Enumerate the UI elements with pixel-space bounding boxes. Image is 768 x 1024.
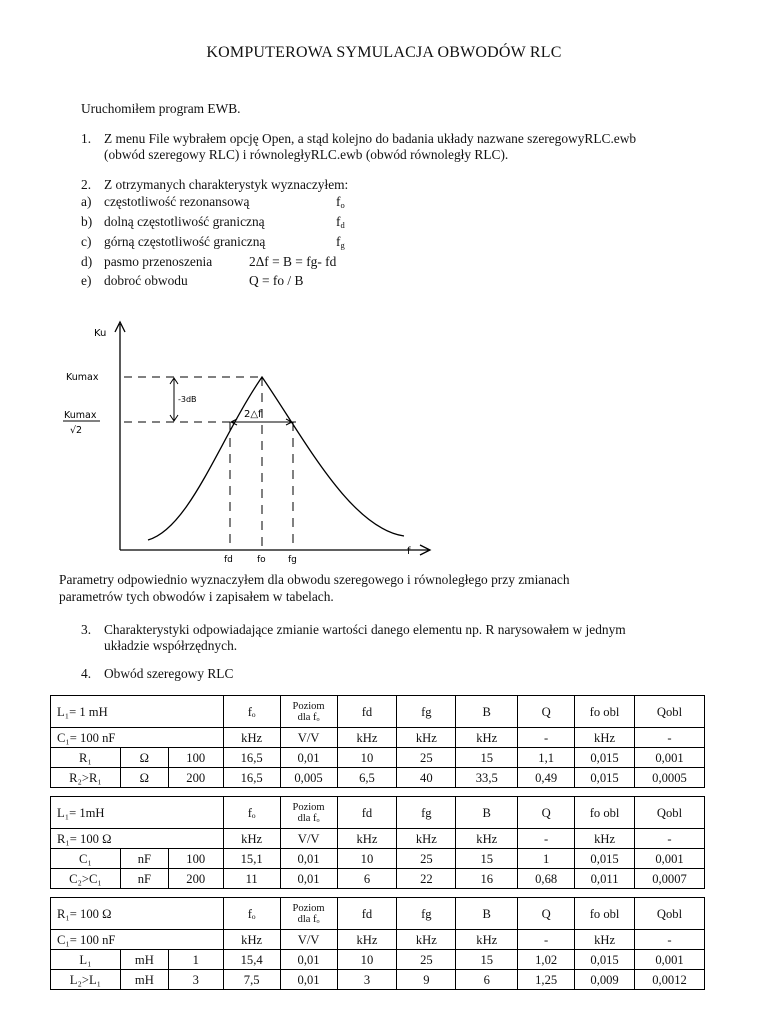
item-3-line-1: Charakterystyki odpowiadające zmianie wartości danego elementu np. R narysowałem w jednym bbox=[104, 622, 626, 637]
header-poziom-line1: Poziom bbox=[292, 700, 325, 712]
list-text-c: górną częstotliwość graniczną bbox=[104, 234, 266, 249]
list-text-b: dolną częstotliwość graniczną bbox=[104, 214, 265, 229]
header-q: Q bbox=[518, 797, 575, 829]
fo-label: fo bbox=[257, 555, 266, 565]
table-cell: 10 bbox=[337, 748, 397, 768]
results-table-3 bbox=[50, 897, 705, 990]
list-letter-e: e) bbox=[81, 273, 92, 288]
table-cell: 0,0005 bbox=[635, 768, 705, 788]
table-cell: 0,0007 bbox=[635, 869, 705, 889]
table-cell: 16,5 bbox=[223, 768, 280, 788]
table-cell: 25 bbox=[397, 950, 456, 970]
unit-cell: kHz bbox=[575, 728, 635, 748]
table-cell: 25 bbox=[397, 849, 456, 869]
table-cell: 0,001 bbox=[635, 950, 705, 970]
table-cell: 100 bbox=[168, 748, 223, 768]
list-text-e: dobroć obwodu bbox=[104, 273, 188, 288]
table-cell: 0,015 bbox=[575, 748, 635, 768]
header-fo: fₒ bbox=[223, 898, 280, 930]
table-cell: 0,015 bbox=[575, 849, 635, 869]
table-cell: 25 bbox=[397, 748, 456, 768]
table-cell: C₂>C₁ bbox=[51, 869, 121, 889]
item-3-line-2: układzie współrzędnych. bbox=[104, 638, 238, 653]
list-letter-d: d) bbox=[81, 254, 93, 269]
kumax-label: Kumax bbox=[66, 372, 99, 383]
table-cell: 1,25 bbox=[518, 970, 575, 990]
table-row bbox=[51, 950, 705, 970]
item-2-text: Z otrzymanych charakterystyk wyznaczyłem: bbox=[104, 177, 349, 192]
kumax-sqrt2-numerator: Kumax bbox=[64, 410, 97, 421]
table-cell: R₁ bbox=[51, 748, 121, 768]
item-1-line-1: Z menu File wybrałem opcję Open, a stąd kolejno do badania układy nazwane szeregowyRLC.ewb bbox=[104, 131, 637, 146]
list-letter-c: c) bbox=[81, 234, 92, 249]
table-cell: 3 bbox=[168, 970, 223, 990]
list-symbol-c bbox=[336, 234, 345, 253]
table-1-header-param: L₁= 1 mH bbox=[51, 696, 224, 728]
header-q-obl: Qobl bbox=[635, 898, 705, 930]
list-letter-a: a) bbox=[81, 194, 92, 209]
header-poziom-line2: dla fₒ bbox=[297, 913, 320, 925]
table-cell: 200 bbox=[168, 768, 223, 788]
header-q-obl: Qobl bbox=[635, 696, 705, 728]
table-3-units-param: C₁= 100 nF bbox=[51, 930, 224, 950]
table-cell: 16 bbox=[456, 869, 518, 889]
table-cell: 0,011 bbox=[575, 869, 635, 889]
para-line-2: parametrów tych obwodów i zapisałem w tabelach. bbox=[59, 589, 334, 604]
list-symbol-b bbox=[336, 214, 345, 233]
table-row bbox=[51, 728, 705, 748]
table-cell: mH bbox=[120, 970, 168, 990]
table-cell: 22 bbox=[397, 869, 456, 889]
table-cell: 0,015 bbox=[575, 950, 635, 970]
table-cell: 9 bbox=[397, 970, 456, 990]
table-row bbox=[51, 797, 705, 829]
header-fo-obl: fo obl bbox=[575, 898, 635, 930]
table-cell: 0,01 bbox=[280, 748, 337, 768]
table-row bbox=[51, 829, 705, 849]
header-poziom-line2: dla fₒ bbox=[297, 812, 320, 824]
unit-cell: - bbox=[518, 728, 575, 748]
table-cell: C₁ bbox=[51, 849, 121, 869]
unit-cell: kHz bbox=[397, 829, 456, 849]
table-cell: 11 bbox=[223, 869, 280, 889]
table-1-units-param: C₁= 100 nF bbox=[51, 728, 224, 748]
y-axis-label: Ku bbox=[94, 328, 107, 339]
table-cell: 0,009 bbox=[575, 970, 635, 990]
list-symbol-c-f: f bbox=[336, 234, 341, 249]
table-cell: 0,0012 bbox=[635, 970, 705, 990]
list-symbol-a-sub: o bbox=[340, 200, 345, 210]
header-fg: fg bbox=[397, 898, 456, 930]
table-cell: mH bbox=[120, 950, 168, 970]
item-3-number: 3. bbox=[81, 622, 92, 637]
unit-cell: kHz bbox=[337, 829, 397, 849]
table-cell: 1,02 bbox=[518, 950, 575, 970]
table-cell: R₂>R₁ bbox=[51, 768, 121, 788]
table-cell: 0,01 bbox=[280, 869, 337, 889]
table-cell: 0,68 bbox=[518, 869, 575, 889]
table-cell: 33,5 bbox=[456, 768, 518, 788]
header-fd: fd bbox=[337, 898, 397, 930]
table-cell: Ω bbox=[120, 768, 168, 788]
table-cell: 0,015 bbox=[575, 768, 635, 788]
table-cell: 0,01 bbox=[280, 970, 337, 990]
list-symbol-b-sub: d bbox=[340, 220, 345, 230]
item-1-number: 1. bbox=[81, 131, 92, 146]
intro-text: Uruchomiłem program EWB. bbox=[81, 101, 241, 116]
table-cell: 6 bbox=[456, 970, 518, 990]
table-row bbox=[51, 869, 705, 889]
header-fg: fg bbox=[397, 797, 456, 829]
fd-label: fd bbox=[224, 555, 233, 565]
unit-cell: V/V bbox=[280, 930, 337, 950]
table-cell: 7,5 bbox=[223, 970, 280, 990]
header-fg: fg bbox=[397, 696, 456, 728]
list-text-d: pasmo przenoszenia bbox=[104, 254, 213, 269]
header-fo-obl: fo obl bbox=[575, 696, 635, 728]
header-q-obl: Qobl bbox=[635, 797, 705, 829]
list-letter-b: b) bbox=[81, 214, 93, 229]
header-poziom bbox=[280, 898, 337, 930]
results-table-2 bbox=[50, 796, 705, 889]
unit-cell: kHz bbox=[575, 930, 635, 950]
table-row bbox=[51, 849, 705, 869]
unit-cell: kHz bbox=[456, 930, 518, 950]
table-row bbox=[51, 748, 705, 768]
table-cell: 15 bbox=[456, 849, 518, 869]
table-3-header-param: R₁= 100 Ω bbox=[51, 898, 224, 930]
unit-cell: kHz bbox=[337, 930, 397, 950]
table-cell: 0,005 bbox=[280, 768, 337, 788]
header-fd: fd bbox=[337, 797, 397, 829]
unit-cell: kHz bbox=[456, 728, 518, 748]
page-title: KOMPUTEROWA SYMULACJA OBWODÓW RLC bbox=[206, 44, 562, 61]
list-symbol-b-f: f bbox=[336, 214, 341, 229]
table-cell: 15,4 bbox=[223, 950, 280, 970]
table-cell: 0,001 bbox=[635, 748, 705, 768]
unit-cell: kHz bbox=[456, 829, 518, 849]
x-axis-label: f bbox=[407, 546, 411, 557]
fg-label: fg bbox=[288, 555, 297, 565]
header-poziom-line1: Poziom bbox=[292, 902, 325, 914]
header-b: B bbox=[456, 696, 518, 728]
table-cell: 15 bbox=[456, 950, 518, 970]
unit-cell: - bbox=[635, 728, 705, 748]
table-cell: L₂>L₁ bbox=[51, 970, 121, 990]
table-cell: 6 bbox=[337, 869, 397, 889]
table-row bbox=[51, 768, 705, 788]
unit-cell: kHz bbox=[223, 930, 280, 950]
unit-cell: - bbox=[518, 930, 575, 950]
results-table-1 bbox=[50, 695, 705, 788]
list-formula-e: Q = fo / B bbox=[249, 273, 304, 288]
header-poziom bbox=[280, 696, 337, 728]
table-cell: L₁ bbox=[51, 950, 121, 970]
item-4-text: Obwód szeregowy RLC bbox=[104, 666, 234, 681]
para-line-1: Parametry odpowiednio wyznaczyłem dla obwodu szeregowego i równoległego przy zmianach bbox=[59, 572, 570, 587]
table-cell: 1,1 bbox=[518, 748, 575, 768]
table-cell: 40 bbox=[397, 768, 456, 788]
list-symbol-a bbox=[336, 194, 345, 213]
header-fo: fₒ bbox=[223, 696, 280, 728]
header-fo: fₒ bbox=[223, 797, 280, 829]
table-cell: 200 bbox=[168, 869, 223, 889]
list-symbol-c-sub: g bbox=[340, 240, 345, 250]
table-row bbox=[51, 930, 705, 950]
table-cell: 0,49 bbox=[518, 768, 575, 788]
table-cell: nF bbox=[120, 869, 168, 889]
header-fo-obl: fo obl bbox=[575, 797, 635, 829]
header-poziom-line1: Poziom bbox=[292, 801, 325, 813]
unit-cell: kHz bbox=[397, 930, 456, 950]
table-cell: 15 bbox=[456, 748, 518, 768]
table-row bbox=[51, 696, 705, 728]
unit-cell: - bbox=[635, 829, 705, 849]
header-q: Q bbox=[518, 696, 575, 728]
table-cell: 6,5 bbox=[337, 768, 397, 788]
table-2-header-param: L₁= 1mH bbox=[51, 797, 224, 829]
table-cell: Ω bbox=[120, 748, 168, 768]
table-row bbox=[51, 898, 705, 930]
list-symbol-a-f: f bbox=[336, 194, 341, 209]
header-q: Q bbox=[518, 898, 575, 930]
unit-cell: kHz bbox=[223, 728, 280, 748]
header-b: B bbox=[456, 797, 518, 829]
table-cell: 0,001 bbox=[635, 849, 705, 869]
item-1-line-2: (obwód szeregowy RLC) i równoległyRLC.ewb (obwód równoległy RLC). bbox=[104, 147, 509, 162]
header-fd: fd bbox=[337, 696, 397, 728]
table-cell: 3 bbox=[337, 970, 397, 990]
bandwidth-label: 2△f bbox=[244, 409, 262, 420]
table-cell: 1 bbox=[168, 950, 223, 970]
table-cell: 10 bbox=[337, 849, 397, 869]
unit-cell: V/V bbox=[280, 728, 337, 748]
table-row bbox=[51, 970, 705, 990]
resonance-curve-graph bbox=[60, 318, 440, 568]
header-poziom-line2: dla fₒ bbox=[297, 711, 320, 723]
table-cell: 10 bbox=[337, 950, 397, 970]
unit-cell: - bbox=[518, 829, 575, 849]
table-cell: 15,1 bbox=[223, 849, 280, 869]
list-text-a: częstotliwość rezonansową bbox=[104, 194, 250, 209]
db-label: -3dB bbox=[178, 395, 197, 404]
kumax-sqrt2-denominator: √2 bbox=[70, 425, 83, 436]
table-2-units-param: R₁= 100 Ω bbox=[51, 829, 224, 849]
unit-cell: kHz bbox=[575, 829, 635, 849]
table-cell: 16,5 bbox=[223, 748, 280, 768]
unit-cell: kHz bbox=[223, 829, 280, 849]
item-2-number: 2. bbox=[81, 177, 92, 192]
table-cell: 0,01 bbox=[280, 950, 337, 970]
unit-cell: kHz bbox=[397, 728, 456, 748]
unit-cell: - bbox=[635, 930, 705, 950]
unit-cell: V/V bbox=[280, 829, 337, 849]
table-cell: 0,01 bbox=[280, 849, 337, 869]
list-formula-d: 2Δf = B = fg- fd bbox=[249, 254, 337, 269]
table-cell: nF bbox=[120, 849, 168, 869]
item-4-number: 4. bbox=[81, 666, 92, 681]
header-poziom bbox=[280, 797, 337, 829]
header-b: B bbox=[456, 898, 518, 930]
table-cell: 1 bbox=[518, 849, 575, 869]
table-cell: 100 bbox=[168, 849, 223, 869]
unit-cell: kHz bbox=[337, 728, 397, 748]
